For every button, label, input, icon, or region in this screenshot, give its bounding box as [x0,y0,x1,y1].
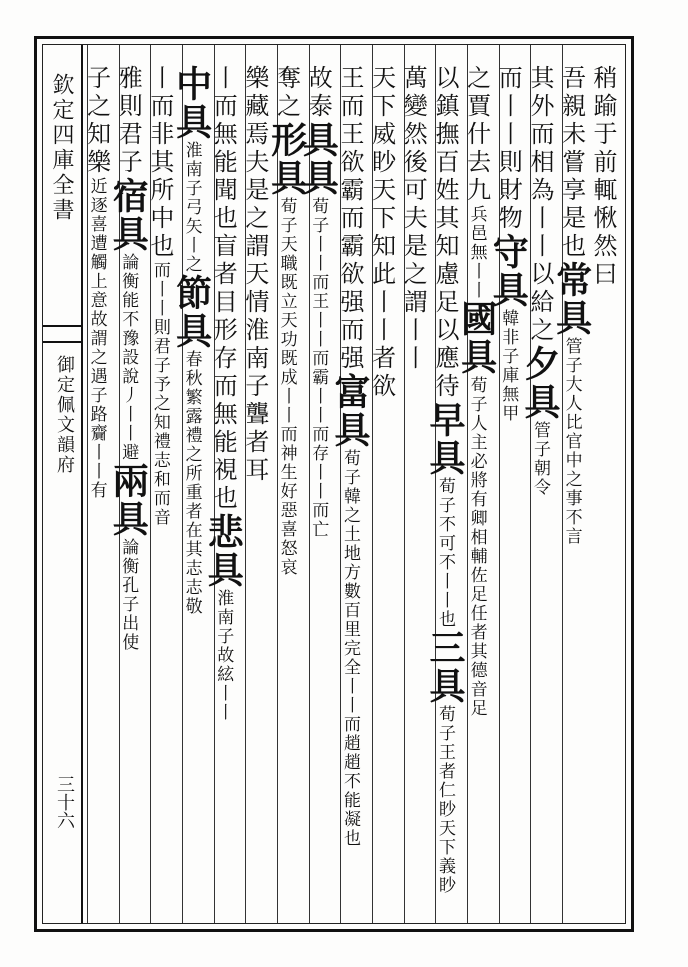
text-column [518,45,562,923]
column-text [487,65,531,423]
body-text: 丨而無能聞也盲者目形存而無能視也 [209,65,238,513]
annotation-text: 近逐喜遭觸上意故謂之遇 [86,177,107,386]
text-columns [82,45,625,923]
body-text: 以鎮撫百姓其知慮足以應待 [430,65,459,401]
entry-heading: 富具 [328,373,371,449]
text-column [170,45,214,923]
annotation-text: 淮南子弓矢丨之 [181,141,202,274]
page-frame-inner [42,44,626,924]
body-text: 萬變然後可夫是之謂丨丨 [399,65,428,373]
annotation-text: 荀子人主必將有卿相輔佐足任者其德音足 [466,376,487,718]
body-text: 稍踰于前輒愀然曰 [589,65,617,289]
annotation-text: 子路齎丨丨有 [86,386,107,500]
entry-heading: 形具 [265,121,308,197]
text-column [145,45,182,923]
column-text [399,65,436,373]
text-column [423,45,467,923]
body-text: 其外而相為丨丨以給之 [525,65,554,345]
column-text [455,65,499,718]
column-text [145,65,182,527]
body-text: 樂藏焉夫是之謂天情淮南子聾者耳 [240,65,269,485]
body-text: 之賈什去九 [462,65,491,205]
annotation-text: 管子朝令 [529,421,550,497]
column-text [82,65,119,500]
annotation-text: 韓非子庫無甲 [498,309,519,423]
body-text: 奪之 [272,65,301,121]
text-column [240,45,277,923]
body-text: 雅則君子 [114,65,143,177]
annotation-text: 春秋繁露禮之所重者在其志志敬 [181,350,202,616]
section-title: 御定佩文韻府 [54,355,75,475]
margin-column [43,45,83,923]
text-column [265,45,309,923]
column-text [550,65,594,546]
entry-heading: 守具 [487,233,530,309]
entry-heading: 中具 [170,65,213,141]
column-text [170,65,214,616]
text-column [367,45,404,923]
entry-heading: 夕具 [518,345,561,421]
annotation-text: 論衡孔子出使 [118,538,139,652]
entry-heading: 節具 [170,274,213,350]
entry-heading: 宿具 [107,177,150,253]
column-text [240,65,277,485]
body-text: 王而王欲霸而霸欲强而强 [335,65,364,373]
body-text: 故泰 [304,65,333,121]
body-text: 吾親未嘗享是也 [557,65,586,261]
book-title: 欽定四庫全書 [49,73,74,223]
annotation-text: 荀子王者仁眇天下義眇 [434,705,455,895]
column-text [297,65,341,539]
annotation-text: 淮南子故絃丨丨 [213,589,234,722]
body-text: 而丨丨則財物 [494,65,523,233]
text-column [297,45,341,923]
text-column [82,45,119,923]
text-column [455,45,499,923]
text-column [202,45,246,923]
column-text [423,65,467,895]
entry-heading: 國具 [455,300,498,376]
text-column [589,45,625,923]
column-text [202,65,246,722]
entry-heading: 兩具 [107,462,150,538]
column-text [589,65,625,289]
annotation-text: 荀子韓之土地方數百里完全丨丨而趙趙不能凝也 [339,449,360,848]
text-column [107,45,151,923]
annotation-text: 兵邑無丨丨 [466,205,487,300]
body-text: 天下威眇天下知此丨丨者欲 [367,65,396,401]
entry-heading: 常具 [550,261,593,337]
text-column [550,45,594,923]
column-text [328,65,372,848]
page-frame [34,36,634,932]
text-column [399,45,436,923]
entry-heading: 悲具 [202,513,245,589]
column-text [265,65,309,577]
column-text [107,65,151,652]
annotation-text: 荀子天職既立天功既成丨丨而神生好惡喜怒哀 [276,197,297,577]
annotation-text: 管子大人比官中之事不言 [561,337,582,546]
body-text: 丨而非其所中也 [145,65,174,261]
page-number: 三十六 [54,775,75,829]
fish-tail-mark [43,325,81,343]
entry-heading: 早具 [423,401,466,477]
text-column [487,45,531,923]
entry-heading: 具具 [297,121,340,197]
column-text [367,65,404,401]
body-text: 子之知樂 [82,65,111,177]
annotation-text: 荀子不可不丨丨也 [434,477,455,629]
column-text [518,65,562,497]
annotation-text: 荀子丨丨而王丨丨而霸丨丨而存丨丨而亡 [308,197,329,539]
entry-heading: 三具 [423,629,466,705]
annotation-text: 論衡能不豫設說丿丨丨避 [118,253,139,462]
annotation-text: 而丨丨則君子予之知禮志和而音 [149,261,170,527]
text-column [328,45,372,923]
